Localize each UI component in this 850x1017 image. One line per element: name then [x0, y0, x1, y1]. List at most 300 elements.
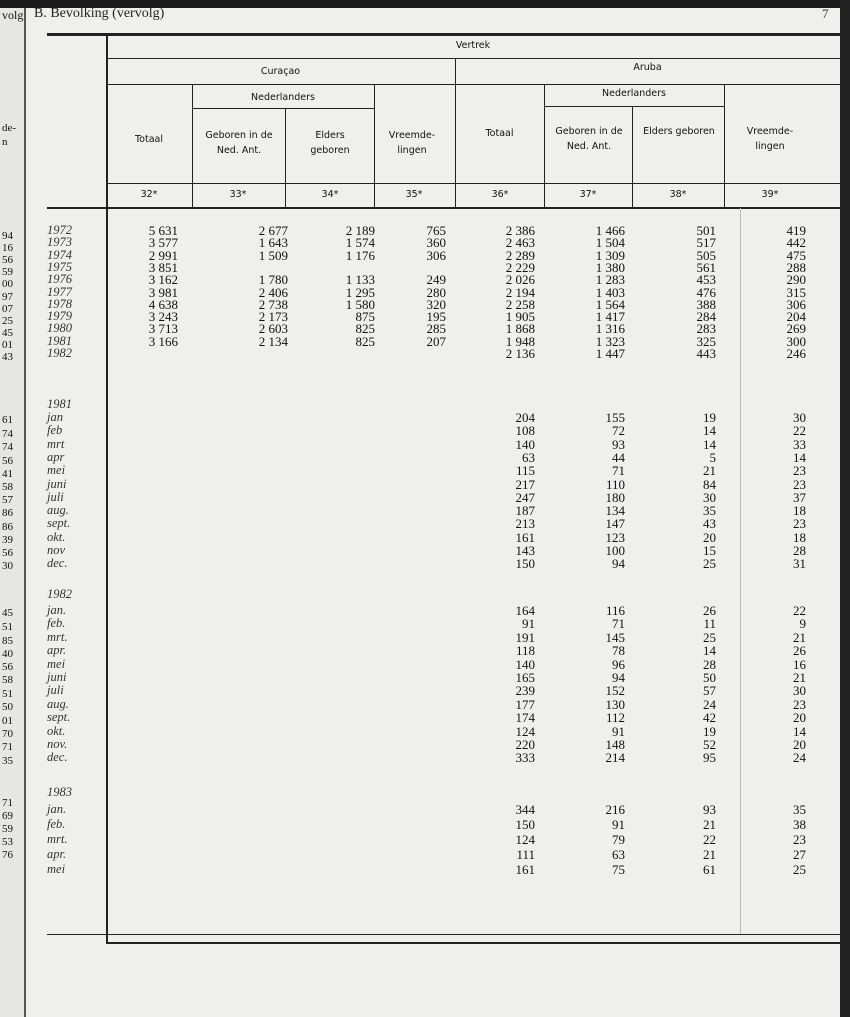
cell-value: 204 — [786, 309, 806, 325]
cell-value: 501 — [696, 223, 716, 238]
cell-value: 134 — [605, 503, 625, 519]
cell-value: 91 — [522, 616, 535, 632]
left-edge-number: 45 — [2, 327, 13, 339]
cell-value: 19 — [703, 723, 716, 739]
cell-value: 5 — [709, 449, 716, 465]
cell-value: 50 — [703, 670, 716, 685]
cell-value: 1 283 — [595, 272, 625, 288]
cell-value: 1 447 — [595, 346, 625, 361]
cell-value: 19 — [703, 410, 716, 425]
row-label-month: mrt. — [47, 832, 68, 846]
cell-value: 20 — [793, 710, 806, 726]
cell-value: 1 323 — [595, 333, 625, 349]
cell-value: 195 — [426, 309, 446, 325]
page-title: B. Bevolking (vervolg) — [34, 6, 165, 21]
cell-value: 21 — [703, 463, 716, 479]
cell-value: 31 — [793, 556, 806, 572]
cell-value: 174 — [515, 710, 535, 726]
left-edge-number: 56 — [2, 547, 13, 559]
cell-value: 72 — [612, 423, 625, 439]
cell-value: 124 — [515, 723, 535, 739]
header-geboren-curacao: Geboren in de Ned. Ant. — [205, 130, 273, 156]
cell-value: 28 — [793, 543, 806, 558]
cell-value: 94 — [612, 556, 625, 572]
cell-value: 220 — [515, 737, 535, 752]
cell-value: 1 466 — [595, 223, 625, 238]
cell-value: 191 — [515, 629, 535, 645]
cell-value: 1 504 — [595, 235, 625, 251]
row-label-month: nov — [47, 543, 66, 557]
cell-value: 1 905 — [505, 309, 535, 325]
cell-value: 111 — [516, 847, 535, 862]
cell-value: 207 — [426, 333, 446, 349]
cell-value: 14 — [703, 423, 716, 439]
left-edge-number: 86 — [2, 507, 13, 519]
cell-value: 249 — [426, 272, 446, 288]
cell-value: 14 — [793, 449, 806, 465]
cell-value: 2 134 — [258, 333, 288, 349]
cell-value: 2 677 — [258, 223, 288, 238]
cell-value: 150 — [515, 556, 535, 572]
cell-value: 3 577 — [148, 235, 178, 251]
cell-value: 344 — [515, 802, 535, 817]
left-edge-number: 53 — [2, 836, 13, 848]
left-edge-number: 57 — [2, 494, 13, 506]
header-aruba: Aruba — [633, 62, 662, 73]
row-label-month: apr. — [47, 847, 67, 861]
cell-value: 57 — [703, 683, 716, 699]
cell-value: 21 — [703, 817, 716, 832]
scan-edge — [840, 0, 850, 1017]
left-edge-number: 41 — [2, 468, 13, 480]
cell-value: 2 258 — [505, 296, 535, 312]
cell-value: 43 — [703, 516, 716, 532]
cell-value: 63 — [612, 847, 625, 862]
cell-value: 1 643 — [258, 235, 288, 251]
column-number: 33* — [229, 189, 247, 200]
row-label-month: sept. — [47, 710, 71, 725]
cell-value: 26 — [793, 643, 806, 659]
cell-value: 150 — [515, 817, 535, 832]
cell-value: 2 229 — [505, 259, 535, 275]
cell-value: 71 — [612, 463, 625, 479]
cell-value: 25 — [793, 862, 806, 877]
left-edge-number: 94 — [2, 230, 13, 242]
row-label-year: 1977 — [47, 284, 72, 299]
column-number: 36* — [491, 189, 509, 200]
cell-value: 26 — [703, 603, 716, 618]
cell-value: 140 — [515, 656, 535, 672]
cell-value: 2 738 — [258, 296, 288, 312]
block-year-label: 1982 — [47, 587, 72, 601]
cell-value: 269 — [786, 321, 806, 337]
cell-value: 475 — [786, 247, 806, 263]
cell-value: 9 — [799, 616, 806, 632]
cell-value: 246 — [786, 346, 806, 361]
header-vreemdelingen-curacao: Vreemde-lingen — [388, 130, 436, 156]
cell-value: 180 — [605, 489, 625, 505]
row-label-year: 1976 — [47, 272, 72, 287]
row-label-month: dec. — [47, 750, 68, 765]
cell-value: 360 — [426, 235, 446, 251]
cell-value: 84 — [703, 476, 716, 492]
cell-value: 164 — [515, 603, 535, 618]
row-label-year: 1972 — [47, 223, 72, 237]
cell-value: 100 — [605, 543, 625, 558]
cell-value: 155 — [605, 410, 625, 425]
cell-value: 419 — [786, 223, 806, 238]
cell-value: 63 — [522, 449, 535, 465]
block-year-label: 1981 — [47, 397, 72, 411]
cell-value: 2 194 — [505, 284, 535, 300]
cell-value: 25 — [703, 556, 716, 572]
row-label-month: sept. — [47, 516, 71, 531]
cell-value: 187 — [515, 503, 535, 519]
cell-value: 2 136 — [505, 346, 535, 361]
cell-value: 517 — [696, 235, 716, 251]
row-label-year: 1974 — [47, 247, 72, 262]
page-number: 7 — [822, 6, 829, 21]
header-nederlanders-curacao: Nederlanders — [251, 92, 315, 103]
cell-value: 14 — [703, 436, 716, 452]
cell-value: 280 — [426, 284, 446, 300]
cell-value: 96 — [612, 656, 625, 672]
cell-value: 20 — [703, 529, 716, 545]
cell-value: 42 — [703, 710, 716, 726]
cell-value: 28 — [703, 656, 716, 672]
cell-value: 24 — [703, 696, 716, 712]
header-geboren-aruba: Geboren in de Ned. Ant. — [555, 126, 623, 152]
cell-value: 3 162 — [148, 272, 178, 288]
left-edge-number: 01 — [2, 715, 13, 727]
left-edge-number: 59 — [2, 823, 13, 835]
row-label-month: feb. — [47, 616, 66, 631]
column-number: 38* — [669, 189, 687, 200]
cell-value: 14 — [703, 643, 716, 659]
cell-value: 110 — [605, 476, 625, 492]
cell-value: 4 638 — [148, 296, 178, 312]
cell-value: 177 — [515, 696, 535, 712]
header-elders-curacao: Elders geboren — [310, 130, 350, 156]
cell-value: 2 991 — [148, 247, 178, 263]
cell-value: 3 981 — [148, 284, 178, 300]
cell-value: 22 — [703, 832, 716, 847]
cell-value: 124 — [515, 832, 535, 847]
cell-value: 38 — [793, 817, 806, 832]
cell-value: 21 — [793, 670, 806, 685]
cell-value: 30 — [703, 489, 716, 505]
left-edge-text: volg — [2, 8, 24, 22]
left-edge-number: 01 — [2, 339, 13, 351]
cell-value: 5 631 — [148, 223, 178, 238]
left-edge-number: 30 — [2, 560, 13, 572]
cell-value: 388 — [696, 296, 716, 312]
cell-value: 23 — [793, 476, 806, 492]
cell-value: 148 — [605, 737, 625, 752]
column-number: 34* — [321, 189, 339, 200]
header-vertrek: Vertrek — [455, 40, 491, 51]
cell-value: 35 — [793, 802, 806, 817]
cell-value: 1 780 — [258, 272, 288, 288]
cell-value: 3 713 — [148, 321, 178, 337]
left-edge-number: 58 — [2, 674, 13, 686]
cell-value: 130 — [605, 696, 625, 712]
column-number: 35* — [405, 189, 423, 200]
left-edge-number: 25 — [2, 315, 13, 327]
cell-value: 213 — [515, 516, 535, 532]
left-edge-number: 07 — [2, 303, 13, 315]
cell-value: 325 — [696, 333, 716, 349]
cell-value: 1 948 — [505, 333, 535, 349]
cell-value: 152 — [605, 683, 625, 699]
cell-value: 825 — [355, 321, 375, 337]
left-edge-text: n — [2, 136, 8, 148]
left-edge-number: 56 — [2, 254, 13, 266]
cell-value: 1 417 — [595, 309, 625, 325]
cell-value: 442 — [786, 235, 806, 251]
cell-value: 217 — [515, 476, 535, 492]
cell-value: 1 133 — [345, 272, 375, 288]
left-edge-number: 40 — [2, 648, 13, 660]
row-label-year: 1975 — [47, 259, 72, 274]
row-label-month: aug. — [47, 696, 69, 711]
cell-value: 453 — [696, 272, 716, 288]
cell-value: 61 — [703, 862, 716, 877]
header-totaal-aruba: Totaal — [485, 128, 514, 139]
cell-value: 204 — [515, 410, 535, 425]
cell-value: 1 309 — [595, 247, 625, 263]
cell-value: 333 — [515, 750, 535, 766]
cell-value: 1 868 — [505, 321, 535, 337]
cell-value: 2 026 — [505, 272, 535, 288]
cell-value: 1 574 — [345, 235, 375, 251]
cell-value: 1 295 — [345, 284, 375, 300]
cell-value: 116 — [605, 603, 625, 618]
cell-value: 3 166 — [148, 333, 178, 349]
cell-value: 875 — [355, 309, 375, 325]
cell-value: 143 — [515, 543, 535, 558]
row-label-month: jan. — [47, 802, 67, 816]
row-label-year: 1978 — [47, 296, 72, 311]
cell-value: 75 — [612, 862, 625, 877]
row-label-month: mei — [47, 463, 66, 478]
header-curacao: Curaçao — [260, 66, 301, 77]
cell-value: 15 — [703, 543, 716, 558]
cell-value: 283 — [696, 321, 716, 337]
cell-value: 1 380 — [595, 259, 625, 275]
cell-value: 25 — [703, 629, 716, 645]
cell-value: 14 — [793, 723, 806, 739]
cell-value: 1 564 — [595, 296, 625, 312]
row-label-month: okt. — [47, 723, 66, 738]
row-label-year: 1973 — [47, 235, 72, 250]
cell-value: 95 — [703, 750, 716, 766]
left-edge-number: 74 — [2, 441, 13, 453]
cell-value: 1 509 — [258, 247, 288, 263]
cell-value: 23 — [793, 832, 806, 847]
cell-value: 284 — [696, 309, 716, 325]
left-edge-number: 71 — [2, 797, 13, 809]
cell-value: 23 — [793, 463, 806, 479]
row-label-month: juni — [47, 476, 67, 491]
left-edge-number: 76 — [2, 849, 13, 861]
left-edge-number: 69 — [2, 810, 13, 822]
cell-value: 476 — [696, 284, 716, 300]
cell-value: 22 — [793, 603, 806, 618]
cell-value: 3 243 — [148, 309, 178, 325]
cell-value: 216 — [605, 802, 625, 817]
block-year-label: 1983 — [47, 785, 72, 799]
left-edge-number: 86 — [2, 521, 13, 533]
left-edge-number: 51 — [2, 688, 13, 700]
cell-value: 44 — [612, 449, 625, 465]
cell-value: 91 — [612, 817, 625, 832]
cell-value: 108 — [515, 423, 535, 439]
cell-value: 505 — [696, 247, 716, 263]
left-edge-text: de- — [2, 122, 17, 134]
row-label-month: juli — [47, 489, 64, 504]
cell-value: 1 580 — [345, 296, 375, 312]
row-label-month: okt. — [47, 529, 66, 544]
cell-value: 93 — [703, 802, 716, 817]
cell-value: 2 386 — [505, 223, 535, 238]
cell-value: 23 — [793, 516, 806, 532]
cell-value: 35 — [703, 503, 716, 519]
cell-value: 1 176 — [345, 247, 375, 263]
row-label-year: 1980 — [47, 321, 72, 336]
row-label-month: mei — [47, 862, 66, 876]
cell-value: 239 — [515, 683, 535, 699]
header-totaal-curacao: Totaal — [134, 134, 163, 145]
cell-value: 214 — [605, 750, 625, 766]
row-label-month: feb. — [47, 817, 66, 831]
left-edge-number: 97 — [2, 291, 13, 303]
cell-value: 18 — [793, 529, 806, 545]
left-edge-number: 59 — [2, 266, 13, 278]
column-number: 37* — [579, 189, 597, 200]
row-label-month: jan. — [47, 603, 67, 617]
cell-value: 20 — [793, 737, 806, 752]
cell-value: 91 — [612, 723, 625, 739]
cell-value: 94 — [612, 670, 625, 685]
cell-value: 21 — [793, 629, 806, 645]
cell-value: 145 — [605, 629, 625, 645]
row-label-month: apr — [47, 449, 65, 464]
cell-value: 165 — [515, 670, 535, 685]
cell-value: 300 — [786, 333, 806, 349]
left-edge-number: 50 — [2, 701, 13, 713]
cell-value: 140 — [515, 436, 535, 452]
cell-value: 2 189 — [345, 223, 375, 238]
cell-value: 1 316 — [595, 321, 625, 337]
cell-value: 22 — [793, 423, 806, 439]
cell-value: 11 — [703, 616, 716, 632]
cell-value: 315 — [786, 284, 806, 300]
cell-value: 27 — [793, 847, 806, 862]
cell-value: 561 — [696, 259, 716, 275]
cell-value: 21 — [703, 847, 716, 862]
cell-value: 2 173 — [258, 309, 288, 325]
left-edge-number: 39 — [2, 534, 13, 546]
cell-value: 2 406 — [258, 284, 288, 300]
row-label-month: mei — [47, 656, 66, 671]
row-label-year: 1982 — [47, 346, 72, 360]
row-label-month: dec. — [47, 556, 68, 571]
left-edge-number: 16 — [2, 242, 13, 254]
cell-value: 112 — [605, 710, 625, 726]
cell-value: 16 — [793, 656, 806, 672]
row-label-month: mrt. — [47, 629, 68, 644]
cell-value: 2 289 — [505, 247, 535, 263]
left-edge-number: 51 — [2, 621, 13, 633]
row-label-year: 1979 — [47, 309, 72, 324]
cell-value: 2 603 — [258, 321, 288, 337]
cell-value: 306 — [426, 247, 446, 263]
cell-value: 825 — [355, 333, 375, 349]
left-edge-number: 58 — [2, 481, 13, 493]
cell-value: 288 — [786, 259, 806, 275]
cell-value: 3 851 — [148, 259, 178, 275]
row-label-year: 1981 — [47, 333, 72, 348]
cell-value: 2 463 — [505, 235, 535, 251]
header-nederlanders-aruba: Nederlanders — [602, 88, 666, 99]
cell-value: 443 — [696, 346, 716, 361]
cell-value: 79 — [612, 832, 625, 847]
row-label-month: juni — [47, 670, 67, 684]
left-edge-number: 74 — [2, 428, 13, 440]
cell-value: 765 — [426, 223, 446, 238]
cell-value: 320 — [426, 296, 446, 312]
row-label-month: apr. — [47, 643, 67, 658]
column-number: 39* — [761, 189, 779, 200]
left-edge-number: 70 — [2, 728, 13, 740]
left-edge-number: 61 — [2, 414, 13, 426]
cell-value: 118 — [515, 643, 535, 659]
row-label-month: aug. — [47, 503, 69, 518]
row-label-month: mrt — [47, 436, 65, 451]
cell-value: 247 — [515, 489, 535, 505]
left-edge-number: 00 — [2, 278, 13, 290]
cell-value: 306 — [786, 296, 806, 312]
row-label-month: juli — [47, 683, 64, 698]
cell-value: 93 — [612, 436, 625, 452]
cell-value: 52 — [703, 737, 716, 752]
cell-value: 24 — [793, 750, 806, 766]
left-edge-number: 45 — [2, 607, 13, 619]
cell-value: 78 — [612, 643, 625, 659]
left-edge-number: 35 — [2, 755, 13, 767]
left-edge-number: 85 — [2, 635, 13, 647]
left-edge-number: 71 — [2, 741, 13, 753]
header-vreemdelingen-aruba: Vreemde-lingen — [746, 126, 794, 152]
cell-value: 37 — [793, 489, 806, 505]
column-number: 32* — [140, 189, 158, 200]
cell-value: 71 — [612, 616, 625, 632]
left-edge-number: 43 — [2, 351, 13, 363]
cell-value: 30 — [793, 410, 806, 425]
cell-value: 1 403 — [595, 284, 625, 300]
row-label-month: jan — [47, 410, 63, 424]
cell-value: 161 — [515, 862, 535, 877]
cell-value: 147 — [605, 516, 625, 532]
cell-value: 33 — [793, 436, 806, 452]
left-edge-number: 56 — [2, 661, 13, 673]
row-label-month: nov. — [47, 737, 68, 751]
cell-value: 30 — [793, 683, 806, 699]
left-edge-number: 56 — [2, 455, 13, 467]
row-label-month: feb — [47, 423, 63, 438]
header-elders-aruba: Elders geboren — [643, 126, 715, 137]
